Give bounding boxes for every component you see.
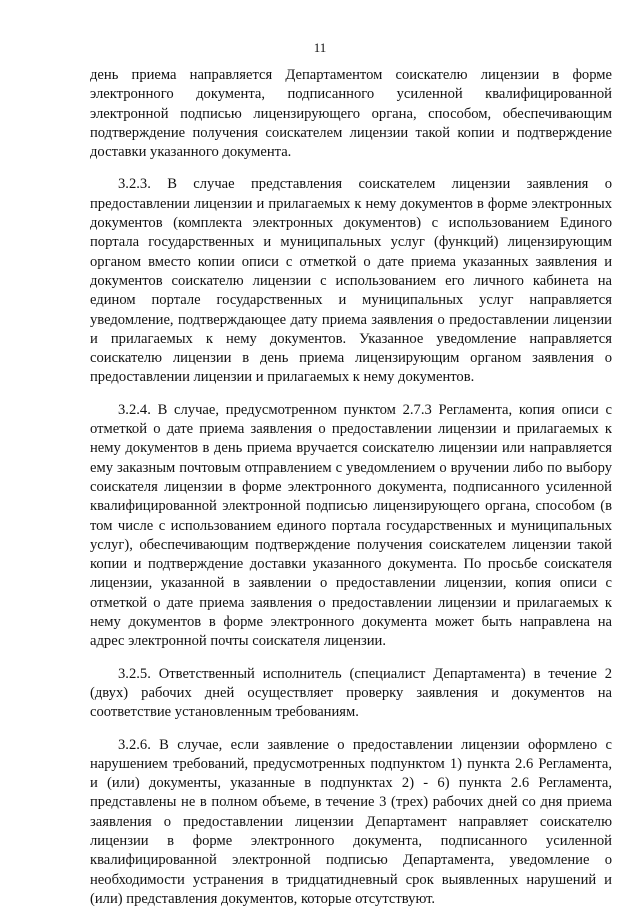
- paragraph-3-2-4: 3.2.4. В случае, предусмотренном пунктом 2.7.3 Регламента, копия описи с отметкой о дате приема заявления о предоставлении лицензии и прилагаемых к нему документов в день приема вручается соискателю лицензии или направляется ему заказным почтовым отправлением с уведомлением о вручении либо по выбору соискателя лицензии в форме электронного документа, подписанного усиленной квалифицированной электронной подписью лицензирующего органа, способом (в том числе с использованием единого портала государственных и муниципальных услуг), обеспечивающим подтверждение получения соискателем лицензии такой копии и подтверждение доставки указанного документа. По просьбе соискателя лицензии, указанной в заявлении о предоставлении лицензии, копия описи с отметкой о дате приема заявления о предоставлении лицензии и прилагаемых к нему документов в форме электронного документа может быть направлена на адрес электронной почты соискателя лицензии.: [90, 401, 612, 652]
- document-body: [90, 66, 612, 909]
- page-number: 11: [0, 40, 640, 56]
- paragraph-3-2-6: 3.2.6. В случае, если заявление о предоставлении лицензии оформлено с нарушением требований, предусмотренных подпунктом 1) пункта 2.6 Регламента, и (или) документы, указанные в подпунктах 2) - 6) пункта 2.6 Регламента, представлены не в полном объеме, в течение 3 (трех) рабочих дней со дня приема заявления о предоставлении лицензии Департамент направляет соискателю лицензии в форме электронного документа, подписанного усиленной квалифицированной электронной подписью Департамента, уведомление о необходимости устранения в тридцатидневный срок выявленных нарушений и (или) представления документов, которые отсутствуют.: [90, 736, 612, 909]
- paragraph-3-2-3: 3.2.3. В случае представления соискателем лицензии заявления о предоставлении лицензии и прилагаемых к нему документов в форме электронных документов (комплекта электронных документов) с использованием Единого портала государственных и муниципальных услуг (функций) лицензирующим органом вместо копии описи с отметкой о дате приема указанных заявления и документов соискателю лицензии с использованием его личного кабинета на едином портале государственных и муниципальных услуг направляется уведомление, подтверждающее дату приема заявления о предоставлении лицензии и прилагаемых к нему документов. Указанное уведомление направляется соискателю лицензии в день приема лицензирующим органом заявления о предоставлении лицензии и прилагаемых к нему документов.: [90, 175, 612, 387]
- paragraph-continuation: день приема направляется Департаментом соискателю лицензии в форме электронного документа, подписанного усиленной квалифицированной электронной подписью лицензирующего органа, способом, обеспечивающим подтверждение получения соискателем лицензии такой копии и подтверждение доставки указанного документа.: [90, 66, 612, 162]
- paragraph-3-2-5: 3.2.5. Ответственный исполнитель (специалист Департамента) в течение 2 (двух) рабочих дней осуществляет проверку заявления и документов на соответствие установленным требованиям.: [90, 665, 612, 723]
